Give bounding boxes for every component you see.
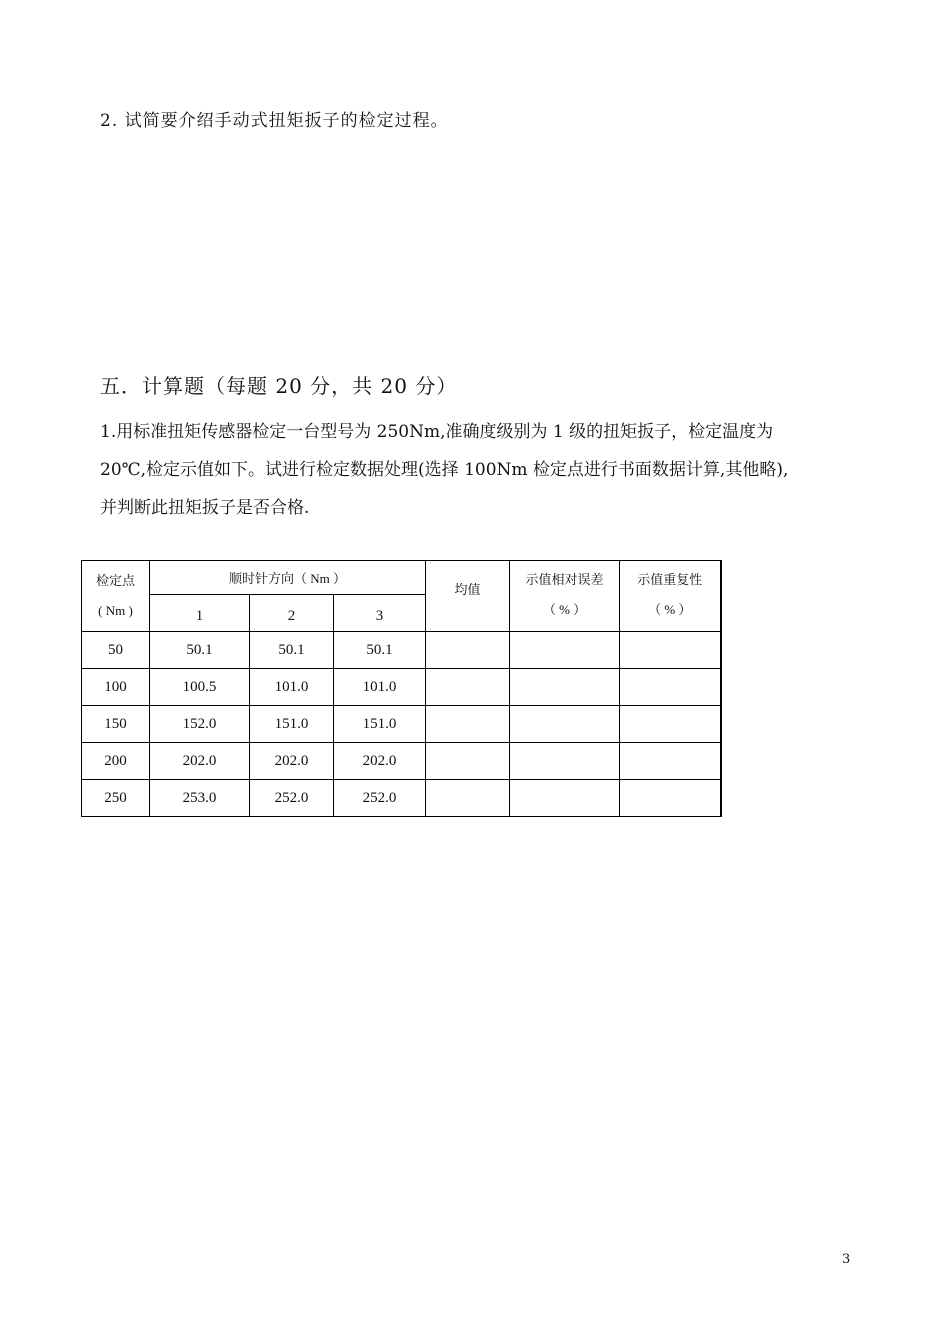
cell-relative-error <box>510 706 620 743</box>
header-relative-error <box>510 561 620 632</box>
header-check-point <box>82 561 150 632</box>
problem-line: 并判断此扭矩扳子是否合格. <box>100 498 310 518</box>
header-trial-1: 1 <box>150 595 250 632</box>
cell-value-3: 151.0 <box>334 706 426 743</box>
cell-value-1: 152.0 <box>150 706 250 743</box>
cell-value-1: 100.5 <box>150 669 250 706</box>
section-title: 五．计算题（每题 20 分，共 20 分） <box>100 374 458 398</box>
cell-relative-error <box>510 780 620 817</box>
cell-value-3: 101.0 <box>334 669 426 706</box>
cell-mean <box>426 706 510 743</box>
header-relative-error-label: 示值相对误差 <box>525 572 604 587</box>
table-row <box>82 669 721 706</box>
cell-relative-error <box>510 743 620 780</box>
header-check-point-unit: ( Nm ) <box>98 603 133 618</box>
header-trial-2: 2 <box>250 595 334 632</box>
cell-mean <box>426 669 510 706</box>
calibration-table <box>81 560 722 817</box>
cell-value-1: 253.0 <box>150 780 250 817</box>
page-number: 3 <box>842 1252 851 1267</box>
cell-repeatability <box>620 743 721 780</box>
cell-point: 250 <box>82 780 150 817</box>
table-row <box>82 632 721 669</box>
cell-value-3: 202.0 <box>334 743 426 780</box>
problem-statement <box>100 413 860 527</box>
cell-value-3: 252.0 <box>334 780 426 817</box>
cell-value-3: 50.1 <box>334 632 426 669</box>
header-relative-error-unit: （ % ） <box>542 602 587 617</box>
cell-repeatability <box>620 669 721 706</box>
table-header-row <box>82 561 721 595</box>
header-repeatability <box>620 561 721 632</box>
table-row <box>82 743 721 780</box>
header-trial-3: 3 <box>334 595 426 632</box>
cell-value-1: 50.1 <box>150 632 250 669</box>
cell-value-2: 252.0 <box>250 780 334 817</box>
table-row <box>82 780 721 817</box>
header-mean: 均值 <box>426 561 510 632</box>
header-repeatability-unit: （ % ） <box>648 602 692 617</box>
cell-value-2: 202.0 <box>250 743 334 780</box>
cell-relative-error <box>510 632 620 669</box>
cell-value-2: 151.0 <box>250 706 334 743</box>
problem-line: 20℃,检定示值如下。试进行检定数据处理(选择 100Nm 检定点进行书面数据计算,其他略), <box>100 460 789 480</box>
header-repeatability-label: 示值重复性 <box>637 572 703 587</box>
problem-line: 1.用标准扭矩传感器检定一台型号为 250Nm,准确度级别为 1 级的扭矩扳子，检定温度为 <box>100 422 774 442</box>
cell-point: 200 <box>82 743 150 780</box>
cell-value-2: 50.1 <box>250 632 334 669</box>
question-2: 2. 试简要介绍手动式扭矩扳子的检定过程。 <box>100 111 449 131</box>
header-check-point-label: 检定点 <box>95 573 135 588</box>
cell-point: 100 <box>82 669 150 706</box>
cell-point: 50 <box>82 632 150 669</box>
cell-mean <box>426 743 510 780</box>
cell-repeatability <box>620 632 721 669</box>
cell-repeatability <box>620 706 721 743</box>
table-row <box>82 706 721 743</box>
cell-value-1: 202.0 <box>150 743 250 780</box>
cell-value-2: 101.0 <box>250 669 334 706</box>
cell-mean <box>426 780 510 817</box>
cell-repeatability <box>620 780 721 817</box>
cell-relative-error <box>510 669 620 706</box>
header-direction: 顺时针方向（ Nm ） <box>150 561 426 595</box>
cell-point: 150 <box>82 706 150 743</box>
cell-mean <box>426 632 510 669</box>
